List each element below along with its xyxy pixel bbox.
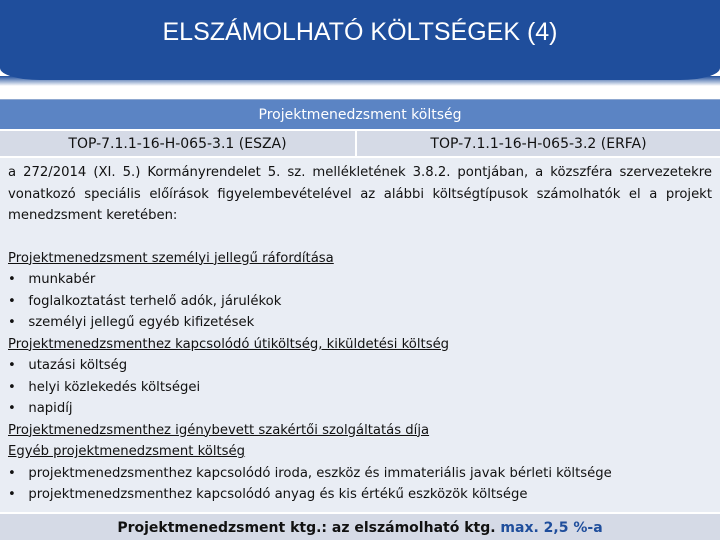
table-footer bbox=[0, 512, 720, 540]
list-item: • foglalkoztatást terhelő adók, járulékok bbox=[8, 293, 282, 309]
cost-table bbox=[0, 99, 720, 540]
column-esza: TOP-7.1.1-16-H-065-3.1 (ESZA) bbox=[0, 131, 357, 156]
table-subheader-row bbox=[0, 129, 720, 158]
section-heading: Projektmenedzsment személyi jellegű ráfordítása bbox=[8, 250, 334, 266]
list-item: • projektmenedzsmenthez kapcsolódó iroda, eszköz és immateriális javak bérleti költsége bbox=[8, 465, 612, 481]
section-heading: Projektmenedzsmenthez kapcsolódó útiköltség, kiküldetési költség bbox=[8, 336, 450, 352]
bullet-icon: • bbox=[8, 487, 16, 502]
list-item: • személyi jellegű egyéb kifizetések bbox=[8, 315, 255, 330]
list-item: • napidíj bbox=[8, 401, 73, 416]
bullet-icon: • bbox=[8, 272, 16, 287]
intro-paragraph: a 272/2014 (XI. 5.) Kormányrendelet 5. sz. mellékletének 3.8.2. pontjában, a közszféra szervezetekre vonatkozó speciális előírások figyelembevételével az alábbi költségtípusok számolhatók el a projekt menedzsment keretében: bbox=[8, 165, 712, 223]
footer-text: Projektmenedzsment ktg.: az elszámolható ktg. bbox=[117, 520, 496, 536]
title-bar bbox=[0, 0, 720, 80]
list-item: • munkabér bbox=[8, 272, 96, 287]
bullet-icon: • bbox=[8, 379, 16, 395]
section-heading: Egyéb projektmenedzsment költség bbox=[8, 444, 246, 459]
footer-highlight: max. 2,5 %-a bbox=[500, 520, 603, 536]
list-item: • projektmenedzsmenthez kapcsolódó anyag és kis értékű eszközök költsége bbox=[8, 487, 528, 502]
section-heading: Projektmenedzsmenthez igénybevett szakértői szolgáltatás díja bbox=[8, 422, 430, 438]
bullet-icon: • bbox=[8, 293, 16, 309]
bullet-icon: • bbox=[8, 401, 16, 416]
bullet-icon: • bbox=[8, 358, 16, 373]
list-item: • utazási költség bbox=[8, 358, 128, 373]
bullet-icon: • bbox=[8, 465, 16, 481]
slide-title: ELSZÁMOLHATÓ KÖLTSÉGEK (4) bbox=[162, 18, 558, 46]
table-header: Projektmenedzsment költség bbox=[0, 99, 720, 129]
list-item: • helyi közlekedés költségei bbox=[8, 379, 201, 395]
bullet-icon: • bbox=[8, 315, 16, 330]
column-erfa: TOP-7.1.1-16-H-065-3.2 (ERFA) bbox=[430, 136, 647, 152]
table-body bbox=[0, 158, 720, 512]
